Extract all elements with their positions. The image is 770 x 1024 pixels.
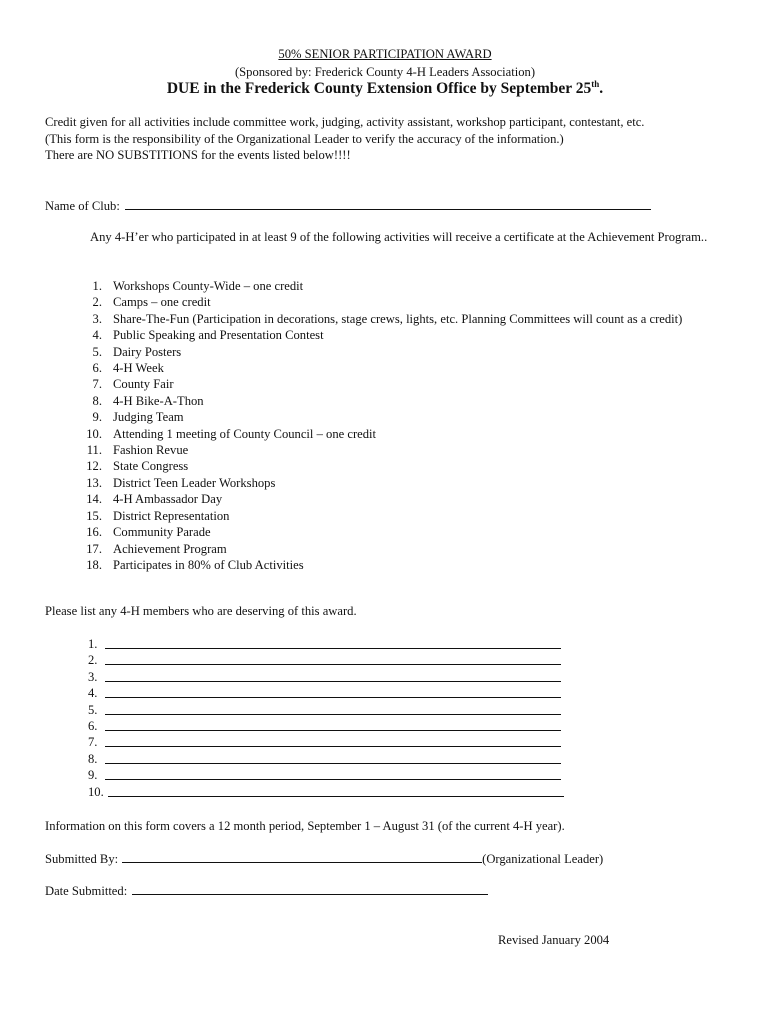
activity-item xyxy=(78,376,728,392)
activity-text: Attending 1 meeting of County Council – one credit xyxy=(113,426,377,441)
member-number: 8. xyxy=(88,751,98,766)
activity-item xyxy=(78,442,728,458)
activity-item xyxy=(78,426,728,442)
activity-text: County Fair xyxy=(113,377,174,392)
eligibility-paragraph xyxy=(45,229,725,246)
activity-number: 16. xyxy=(86,525,102,540)
activity-item xyxy=(78,491,728,507)
date-submitted-label: Date Submitted: xyxy=(45,884,128,898)
activity-number: 15. xyxy=(86,508,102,523)
activity-number: 1. xyxy=(92,279,102,293)
activity-text: Community Parade xyxy=(113,525,211,540)
member-number: 1. xyxy=(88,637,98,651)
activity-number: 9. xyxy=(92,410,102,425)
date-submitted-row xyxy=(45,882,488,899)
member-entry xyxy=(88,669,568,685)
member-number: 6. xyxy=(88,718,98,733)
activity-item xyxy=(78,344,728,360)
submitted-by-suffix: (Organizational Leader) xyxy=(482,852,604,866)
eligibility-text: Any 4-H’er who participated in at least 9 of the following activities will receive a certificate at the Achievement Program.. xyxy=(90,230,708,244)
activity-text: Dairy Posters xyxy=(113,344,182,359)
activity-item xyxy=(78,458,728,474)
activity-text: Participates in 80% of Club Activities xyxy=(113,557,304,572)
member-list xyxy=(88,636,568,800)
club-name-field[interactable] xyxy=(125,197,651,210)
activity-number: 8. xyxy=(92,393,102,408)
activity-list xyxy=(78,278,728,573)
activity-number: 18. xyxy=(86,557,102,572)
member-number: 3. xyxy=(88,669,98,684)
member-name-field[interactable] xyxy=(105,734,561,747)
activity-item xyxy=(78,360,728,376)
member-number: 5. xyxy=(88,702,98,717)
intro-line-1: Credit given for all activities include committee work, judging, activity assistant, workshop participant, contestant, etc. xyxy=(45,115,645,129)
due-period: . xyxy=(599,80,604,97)
member-entry xyxy=(88,784,568,800)
members-prompt: Please list any 4-H members who are deserving of this award. xyxy=(45,604,357,618)
activity-text: 4-H Week xyxy=(113,361,164,376)
activity-text: Achievement Program xyxy=(113,541,227,556)
activity-item xyxy=(78,475,728,491)
activity-number: 13. xyxy=(86,475,102,490)
sponsor-line: (Sponsored by: Frederick County 4-H Leaders Association) xyxy=(234,65,536,79)
activity-number: 11. xyxy=(86,443,102,458)
form-title: 50% SENIOR PARTICIPATION AWARD xyxy=(278,47,492,61)
member-name-field[interactable] xyxy=(105,685,561,698)
revision-note: Revised January 2004 xyxy=(498,933,610,947)
activity-number: 17. xyxy=(86,541,102,556)
member-name-field[interactable] xyxy=(105,767,561,780)
intro-line-2: (This form is the responsibility of the Organizational Leader to verify the accuracy of the information.) xyxy=(45,131,564,146)
activity-number: 10. xyxy=(86,426,102,441)
member-name-field[interactable] xyxy=(105,718,561,731)
member-name-field[interactable] xyxy=(105,702,561,715)
member-entry xyxy=(88,685,568,701)
submitted-by-row xyxy=(45,850,603,867)
activity-text: 4-H Bike-A-Thon xyxy=(113,393,204,408)
member-entry xyxy=(88,767,568,783)
activity-text: Camps – one credit xyxy=(113,295,211,310)
date-submitted-field[interactable] xyxy=(132,882,488,895)
member-number: 2. xyxy=(88,653,98,668)
member-number: 10. xyxy=(88,784,104,799)
activity-item xyxy=(78,393,728,409)
club-name-label: Name of Club: xyxy=(45,199,120,213)
submitted-by-label: Submitted By: xyxy=(45,852,119,866)
activity-text: Fashion Revue xyxy=(113,443,189,458)
activity-text: District Teen Leader Workshops xyxy=(113,475,276,490)
member-name-field[interactable] xyxy=(105,652,561,665)
member-number: 4. xyxy=(88,686,98,701)
activity-text: Workshops County-Wide – one credit xyxy=(113,279,304,293)
member-name-field[interactable] xyxy=(105,751,561,764)
activity-number: 12. xyxy=(86,459,102,474)
intro-line-3: There are NO SUBSTITIONS for the events listed below!!!! xyxy=(45,148,351,162)
activity-number: 5. xyxy=(92,344,102,359)
activity-number: 14. xyxy=(86,492,102,507)
activity-number: 6. xyxy=(92,361,102,376)
due-text: DUE in the Frederick County Extension Office by September 25 xyxy=(166,80,592,97)
member-name-field[interactable] xyxy=(105,636,561,649)
intro-block xyxy=(45,114,745,164)
activity-number: 3. xyxy=(92,311,102,326)
activity-text: Judging Team xyxy=(113,410,184,425)
member-number: 7. xyxy=(88,735,98,750)
activity-item xyxy=(78,327,728,343)
activity-number: 7. xyxy=(92,377,102,392)
member-name-field[interactable] xyxy=(105,669,561,682)
member-entry xyxy=(88,751,568,767)
activity-text: Public Speaking and Presentation Contest xyxy=(113,328,324,343)
activity-text: Share-The-Fun (Participation in decorations, stage crews, lights, etc. Planning Committees will count as a credit) xyxy=(113,311,683,326)
member-entry xyxy=(88,652,568,668)
club-name-row xyxy=(45,197,651,214)
activity-item xyxy=(78,294,728,310)
member-number: 9. xyxy=(88,768,98,783)
member-entry xyxy=(88,718,568,734)
activity-item xyxy=(78,557,728,573)
activity-item xyxy=(78,508,728,524)
activity-item xyxy=(78,278,728,294)
activity-text: District Representation xyxy=(113,508,230,523)
member-entry xyxy=(88,702,568,718)
activity-item xyxy=(78,524,728,540)
activity-number: 4. xyxy=(92,328,102,343)
activity-item xyxy=(78,409,728,425)
activity-text: 4-H Ambassador Day xyxy=(113,492,223,507)
coverage-note: Information on this form covers a 12 month period, September 1 – August 31 (of the current 4-H year). xyxy=(45,819,565,833)
activity-item xyxy=(78,541,728,557)
member-entry xyxy=(88,636,568,652)
due-superscript: th xyxy=(591,78,600,89)
due-line xyxy=(0,79,770,98)
activity-item xyxy=(78,311,728,327)
activity-number: 2. xyxy=(92,295,102,310)
member-entry xyxy=(88,734,568,750)
submitted-by-field[interactable] xyxy=(122,850,482,863)
activity-text: State Congress xyxy=(113,459,189,474)
member-name-field[interactable] xyxy=(108,784,564,797)
